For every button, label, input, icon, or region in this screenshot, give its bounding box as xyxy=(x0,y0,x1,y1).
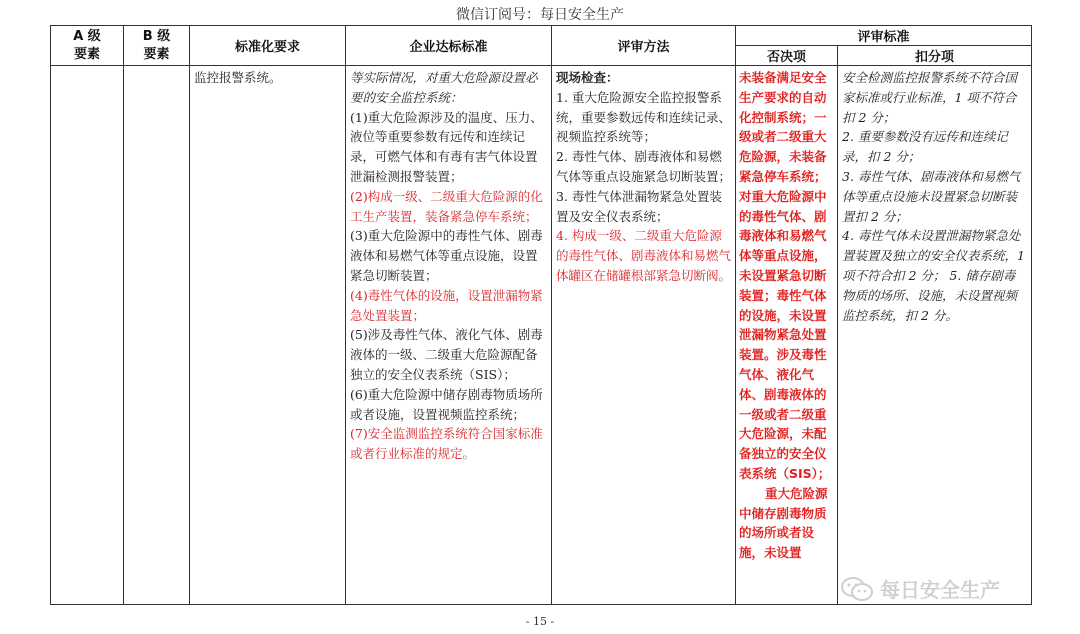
paragraph: 未装备满足安全生产要求的自动化控制系统；一级或者二级重大危险源，未装备紧急停车系统； xyxy=(739,70,827,184)
col-b-level: B 级 要素 xyxy=(124,26,190,66)
paragraph: (7)安全监测监控系统符合国家标准或者行业标准的规定。 xyxy=(350,426,543,462)
paragraph: (2)构成一级、二级重大危险源的化工生产装置，装备紧急停车系统； xyxy=(350,188,543,224)
paragraph: 安全检测监控报警系统不符合国家标准或行业标准，1 项不符合扣 2 分； xyxy=(842,70,1018,125)
paragraph: 对重大危险源中的毒性气体、剧毒液体和易燃气体等重点设施，未设置紧急切断装置；毒性气体的设施，未设置泄漏物紧急处置装置。涉及毒性气体、液化气体、剧毒液体的一级或者二级重大危险源，未配备独立的安全仪表系统（SIS）； xyxy=(739,188,831,481)
paragraph: 3. 毒性气体泄漏物紧急处置装置及安全仪表系统； xyxy=(556,188,722,224)
paragraph: 3. 毒性气体、剧毒液体和易燃气体等重点设施未设置紧急切断装置扣 2 分； xyxy=(842,168,1021,224)
paragraph: (5)涉及毒性气体、液化气体、剧毒液体的一级、二级重大危险源配备独立的安全仪表系统（SIS）； xyxy=(350,327,543,382)
paragraph: (1)重大危险源涉及的温度、压力、液位等重要参数有远传和连续记录，可燃气体和有毒有害气体设置泄漏检测报警装置； xyxy=(350,109,543,184)
paragraph: (4)毒性气体的设施，设置泄漏物紧急处置装置； xyxy=(350,287,543,323)
paragraph: 2. 重要参数没有远传和连续记录，扣 2 分； xyxy=(842,129,1008,165)
page-number: - 15 - xyxy=(525,615,555,628)
cell-veto xyxy=(736,66,838,605)
col-deduction: 扣分项 xyxy=(838,46,1032,66)
col-review-method: 评审方法 xyxy=(552,26,736,66)
col-enterprise-std: 企业达标标准 xyxy=(346,26,552,66)
cell-deduction xyxy=(838,66,1032,605)
cell-standard-req: 监控报警系统。 xyxy=(190,66,346,605)
subscription-header: 微信订阅号：每日安全生产 xyxy=(456,7,624,23)
wechat-icon xyxy=(840,576,874,602)
paragraph: 4. 构成一级、二级重大危险源的毒性气体、剧毒液体和易燃气体罐区在储罐根部紧急切断阀。 xyxy=(556,228,732,283)
col-veto: 否决项 xyxy=(736,46,838,66)
paragraph: 现场检查： xyxy=(556,70,619,85)
col-a-level: A 级 要素 xyxy=(51,26,124,66)
paragraph: (3)重大危险源中的毒性气体、剧毒液体和易燃气体等重点设施，设置紧急切断装置； xyxy=(350,228,543,283)
paragraph: 2. 毒性气体、剧毒液体和易燃气体等重点设施紧急切断装置； xyxy=(556,149,732,184)
standards-table xyxy=(50,25,1032,605)
paragraph: 重大危险源中储存剧毒物质的场所或者设施，未设置 xyxy=(739,485,828,561)
paragraph: 4. 毒性气体未设置泄漏物紧急处置装置及独立的安全仪表系统，1 项不符合扣 2 分； 5. 储存剧毒物质的场所、设施，未设置视频监控系统，扣 2 分。 xyxy=(842,228,1025,323)
col-standard-req: 标准化要求 xyxy=(190,26,346,66)
cell-enterprise-std xyxy=(346,66,552,605)
watermark xyxy=(840,574,1000,603)
col-review-std: 评审标准 xyxy=(736,26,1032,46)
cell-a-level xyxy=(51,66,124,605)
paragraph: 等实际情况，对重大危险源设置必要的安全监控系统： xyxy=(350,70,538,105)
paragraph: (6)重大危险源中储存剧毒物质场所或者设施，设置视频监控系统； xyxy=(350,386,543,422)
cell-review-method xyxy=(552,66,736,605)
cell-b-level xyxy=(124,66,190,605)
paragraph: 1. 重大危险源安全监控报警系统，重要参数远传和连续记录、视频监控系统等； xyxy=(556,89,732,145)
watermark-text: 每日安全生产 xyxy=(880,578,1000,602)
